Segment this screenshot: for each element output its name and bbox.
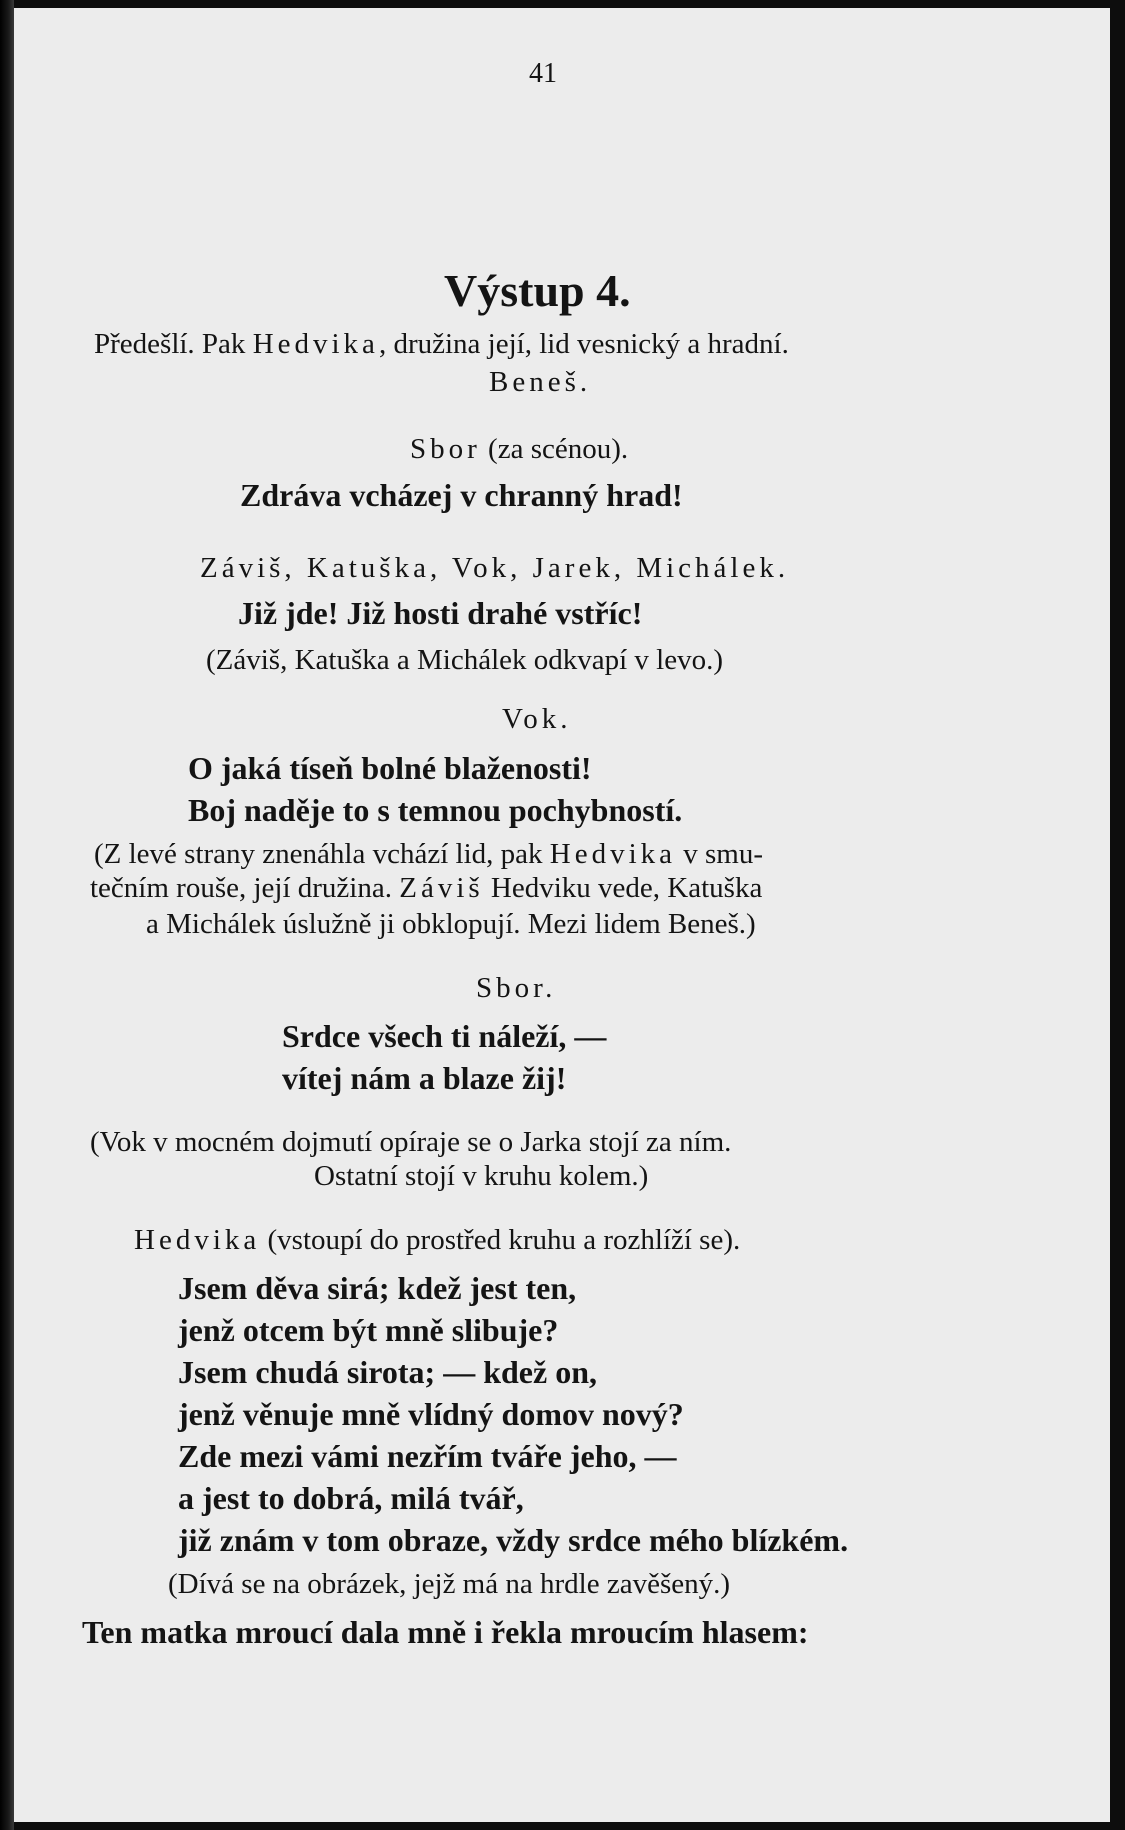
verse-line: jenž věnuje mně vlídný domov nový? bbox=[178, 1396, 684, 1432]
stage-direction-text: v smu- bbox=[676, 838, 763, 870]
speaker-name: Hedvika bbox=[134, 1224, 261, 1256]
speaker-line: Vok. bbox=[502, 703, 572, 735]
book-page bbox=[14, 8, 1110, 1822]
verse-line: O jaká tíseň bolné blaženosti! bbox=[188, 750, 592, 786]
book-spine-shadow bbox=[0, 0, 14, 1830]
character-name: Hedvika bbox=[549, 838, 676, 870]
stage-direction-text: (Z levé strany znenáhla vchází lid, pak bbox=[94, 838, 550, 870]
intro-line-2: Beneš. bbox=[489, 366, 592, 398]
character-name: Záviš bbox=[399, 872, 484, 904]
stage-direction-text: tečním rouše, její družina. bbox=[90, 872, 400, 904]
stage-direction: (Záviš, Katuška a Michálek odkvapí v levo.) bbox=[206, 644, 724, 676]
intro-line-1 bbox=[94, 330, 789, 359]
verse-line: Již jde! Již hosti drahé vstříc! bbox=[238, 595, 643, 631]
speaker-line: Sbor. bbox=[476, 972, 557, 1004]
verse-line: Zdráva vcházej v chranný hrad! bbox=[240, 477, 683, 513]
verse-line: Jsem chudá sirota; — kdež on, bbox=[178, 1354, 597, 1390]
intro-text: Předešlí. Pak bbox=[94, 328, 253, 360]
stage-direction: (za scénou). bbox=[480, 433, 629, 465]
stage-direction: Ostatní stojí v kruhu kolem.) bbox=[314, 1160, 649, 1192]
character-name: Hedvika bbox=[252, 328, 379, 360]
page-number: 41 bbox=[529, 58, 557, 89]
verse-line: již znám v tom obraze, vždy srdce mého blízkém. bbox=[178, 1522, 849, 1558]
stage-direction bbox=[94, 840, 763, 869]
verse-line: Boj naděje to s temnou pochybností. bbox=[188, 792, 683, 828]
stage-direction: (Dívá se na obrázek, jejž má na hrdle zavěšený.) bbox=[168, 1568, 731, 1600]
intro-text: , družina její, lid vesnický a hradní. bbox=[378, 328, 789, 360]
verse-line: Srdce všech ti náleží, — bbox=[282, 1018, 607, 1054]
stage-direction: (Vok v mocném dojmutí opíraje se o Jarka stojí za ním. bbox=[90, 1126, 732, 1158]
verse-line: a jest to dobrá, milá tvář, bbox=[178, 1480, 524, 1516]
verse-line: Jsem děva sirá; kdež jest ten, bbox=[178, 1270, 577, 1306]
scene-title: Výstup 4. bbox=[444, 265, 631, 316]
stage-direction: a Michálek úslužně ji obklopují. Mezi lidem Beneš.) bbox=[146, 908, 756, 940]
speaker-line bbox=[410, 435, 628, 464]
speaker-line bbox=[134, 1226, 740, 1255]
verse-line: Zde mezi vámi nezřím tváře jeho, — bbox=[178, 1438, 677, 1474]
verse-line: Ten matka mroucí dala mně i řekla mroucím hlasem: bbox=[82, 1614, 809, 1650]
speaker-line: Záviš, Katuška, Vok, Jarek, Michálek. bbox=[200, 552, 790, 584]
verse-line: jenž otcem být mně slibuje? bbox=[178, 1312, 559, 1348]
stage-direction bbox=[90, 874, 762, 903]
stage-direction-text: Hedviku vede, Katuška bbox=[483, 872, 763, 904]
speaker-name: Sbor bbox=[410, 433, 481, 465]
stage-direction: (vstoupí do prostřed kruhu a rozhlíží se). bbox=[260, 1224, 741, 1256]
verse-line: vítej nám a blaze žij! bbox=[282, 1060, 567, 1096]
